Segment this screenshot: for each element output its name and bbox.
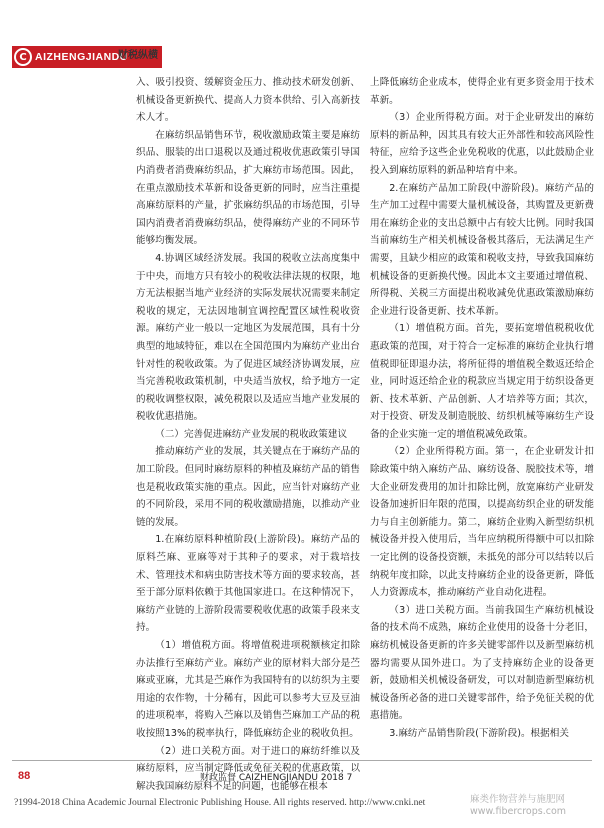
paragraph: （3）进口关税方面。当前我国生产麻纺机械设备的技术尚不成熟，麻纺企业使用的设备十分老旧，麻纺机械设备更新的许多关键零部件以及新型麻纺机器均需要从国外进口。为了支持麻纺企业的设备更新，鼓励相关机械设备研发，可以对制造新型麻纺机械设备所必备的进口关键零部件，给予免征关税的优惠措施。 [370, 604, 594, 722]
paragraph: 上降低麻纺企业成本，使得企业有更多资金用于技术革新。 [370, 77, 594, 106]
footer-journal-info: 财政监督 CAIZHENGJIANDU 2018 7 [200, 773, 353, 783]
right-column [370, 74, 594, 743]
paragraph: 2.在麻纺产品加工阶段(中游阶段)。麻纺产品的生产加工过程中需要大量机械设备，其购置及更新费用在麻纺企业的支出总额中占有较大比例。同时我国当前麻纺生产相关机械设备极其落后，无法满足生产需要，且缺少相应的政策和税收支持，导致我国麻纺机械设备的更新换代慢。因此本文主要通过增值税、所得税、关税三方面提出税收减免优惠政策激励麻纺企业进行设备更新、技术革新。 [370, 182, 594, 317]
page-header [0, 0, 604, 78]
paragraph: （1）增值税方面。将增值税进项税额核定扣除办法推行至麻纺产业。麻纺产业的原材料大部分是苎麻或亚麻，尤其是苎麻作为我国特有的以纺织为主要用途的农作物，十分稀有，因此可以参考大豆及豆油的进项税率，将购入苎麻以及销售苎麻加工产品的税收按照13%的税率执行，降低麻纺企业的税收负担。 [136, 640, 360, 739]
column-name: 财税纵横 [118, 50, 158, 61]
copyright-notice: ?1994-2018 China Academic Journal Electronic Publishing House. All rights reserved. http://www.cnki.net [14, 797, 426, 808]
paragraph: 在麻纺织品销售环节，税收激励政策主要是麻纺织品、服装的出口退税以及通过税收优惠政策引导国内消费者消费麻纺织品，扩大麻纺市场范围。因此，在重点激励技术革新和设备更新的同时，应当注重提高麻纺原料的产量，扩张麻纺织品的市场范围，引导国内消费者消费麻纺织品，使得麻纺产业的不同环节能够均衡发展。 [136, 129, 360, 247]
logo-c-icon: C [14, 48, 32, 66]
paragraph: （1）增值税方面。首先，要拓宽增值税税收优惠政策的范围，对于符合一定标准的麻纺企业执行增值税即征即退办法，将所征得的增值税全数返还给企业，同时返还给企业的税款应当规定用于纺织设备更新、技术革新、产品创新、人才培养等方面；其次，对于投资、研发及制造脱胶、纺织机械等麻纺生产设备的企业实施一定的增值税减免政策。 [370, 323, 594, 440]
paragraph: 4.协调区域经济发展。我国的税收立法高度集中于中央，而地方只有较小的税收法律法规的权限，地方无法根据当地产业经济的实际发展状况需要来制定税收的规定，无法因地制宜调控配置区域性税收资源。麻纺产业一般以一定地区为发展范围，具有十分典型的地域特征，难以在全国范围内为麻纺产业出台针对性的税收政策。为了促进区域经济协调发展，应当完善税收政策机制，中央适当放权，给予地方一定的税收调整权限，减免税限以及适应当地产业发展的税收优惠措施。 [136, 252, 360, 423]
left-column [136, 74, 360, 795]
section-heading: （二）完善促进麻纺产业发展的税收政策建议 [155, 428, 348, 440]
paragraph: 推动麻纺产业的发展，其关键点在于麻纺产品的加工阶段。但同时麻纺原料的种植及麻纺产品的销售也是税收政策实施的重点。因此，应当针对麻纺产业的不同阶段，采用不同的税收激励措施，以推动产业链的发展。 [136, 446, 360, 528]
watermark [470, 794, 566, 818]
footer-divider [12, 760, 592, 761]
page-number: 88 [18, 770, 31, 782]
paragraph: 1.在麻纺原料种植阶段(上游阶段)。麻纺产品的原料苎麻、亚麻等对于其种子的要求，对于栽培技术、管理技术和病虫防害技术等方面的要求较高，甚至于部分原料依赖于其他国家进口。在这种情况下，麻纺产业链的上游阶段需要税收优惠的政策手段来支持。 [136, 534, 360, 634]
paragraph: 3.麻纺产品销售阶段(下游阶段)。根据相关 [389, 727, 569, 739]
paragraph: （2）进口关税方面。对于进口的麻纺纤维以及麻纺原料，应当制定降低或免征关税的优惠政策，以解决我国麻纺原料不足的问题，也能够在根本 [136, 745, 360, 792]
paragraph: 入、吸引投资、缓解资金压力、推动技术研发创新、机械设备更新换代、提高人力资本供给、引入高新技术人才。 [136, 77, 360, 124]
watermark-line: www.fibercrops.com [470, 806, 567, 817]
paragraph: （3）企业所得税方面。对于企业研发出的麻纺原料的新品种，因其具有较大正外部性和较高风险性特征，应给予这些企业免税收的优惠，以此鼓励企业投入到麻纺原料的新品种培育中来。 [370, 112, 594, 176]
paragraph: （2）企业所得税方面。第一，在企业研发计扣除政策中纳入麻纺产品、麻纺设备、脱胶技术等，增大企业研发费用的加计扣除比例，放宽麻纺产业研发设备加速折旧年限的范围，以提高纺织企业的研发能力与自主创新能力。第二，麻纺企业购入新型纺织机械设备并投入使用后，当年应纳税所得额中可以扣除一定比例的设备投资额，未抵免的部分可以结转以后纳税年度扣除，以此支持麻纺企业的设备更新，降低人力资源成本，推动麻纺产业自动化进程。 [370, 446, 594, 599]
logo-text: AIZHENGJIANDU [35, 51, 128, 63]
watermark-line: 麻类作物营养与施肥网 [470, 794, 566, 805]
